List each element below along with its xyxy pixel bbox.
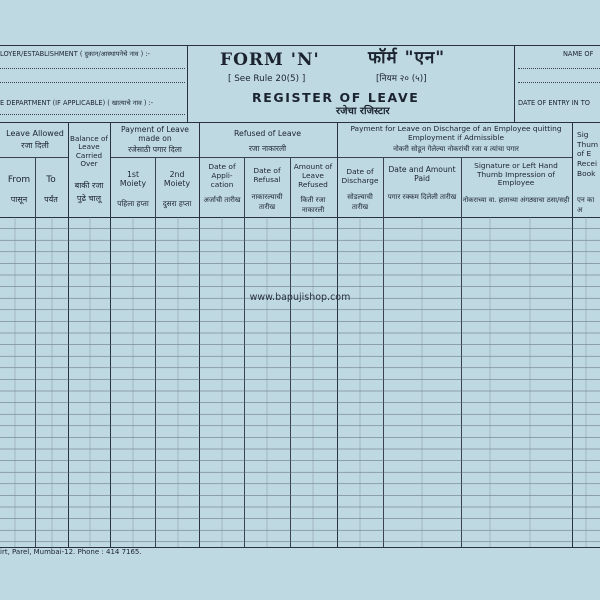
amount-refused-header-mr: किती रजा नाकारली — [300, 196, 326, 214]
header-left-divider — [187, 45, 188, 122]
second-moiety-header-mr: दुसरा हप्ता — [162, 199, 192, 208]
leave-allowed-sub-border — [0, 157, 68, 158]
date-application-header: Date of Appli- cation — [208, 162, 236, 189]
sig-partial-header: Sig Thum of E Recei Book — [577, 130, 599, 178]
date-discharge-header-mr: सोडल्याची तारीख — [347, 193, 373, 211]
balance-header-mr: बाकी रजा पुढे चालू — [74, 181, 104, 203]
employer-line-1 — [0, 68, 185, 69]
date-discharge-header: Date of Discharge — [341, 167, 379, 185]
payment-discharge-header: Payment for Leave on Discharge of an Employee quitting Employment if Admissible — [350, 124, 562, 142]
payment-made-header: Payment of Leave made on — [121, 125, 189, 143]
signature-header: Signature or Left Hand Thumb Impression of Employee — [474, 161, 558, 188]
form-title: FORM 'N' — [220, 50, 320, 70]
to-header-mr: पर्यंत — [44, 195, 58, 204]
date-of-entry-label: DATE OF ENTRY IN TO — [518, 99, 590, 107]
refused-header-mr: रजा नाकारली — [248, 144, 287, 153]
date-amount-paid-header-mr: पगार रक्कम दिलेली तारीख — [387, 193, 457, 201]
top-border — [0, 45, 600, 46]
name-line-2 — [518, 82, 600, 83]
register-title-marathi: रजेचा रजिस्टार — [336, 106, 390, 117]
name-line-1 — [518, 68, 600, 69]
name-label: NAME OF — [563, 50, 594, 58]
refused-header: Refused of Leave — [233, 129, 302, 138]
first-moiety-header-mr: पहिला हप्ता — [117, 199, 149, 208]
payment-discharge-header-mr: नोकरी सोडून गेलेल्या नोकरांची रजा व त्यांचा पगार — [393, 145, 519, 153]
leave-allowed-header: Leave Allowed — [6, 129, 64, 138]
amount-refused-header: Amount of Leave Refused — [293, 162, 333, 189]
second-moiety-header: 2nd Moiety — [163, 170, 191, 189]
to-header: To — [46, 175, 56, 185]
rule-reference-marathi: [नियम २० (५)] — [376, 74, 427, 84]
date-amount-paid-header: Date and Amount Paid — [388, 165, 456, 184]
watermark-url: www.bapujishop.com — [249, 292, 351, 303]
register-title: REGISTER OF LEAVE — [252, 90, 420, 105]
from-header-mr: पासून — [10, 195, 28, 204]
table-top-border — [0, 122, 600, 123]
discharge-sub-border — [337, 157, 572, 158]
footer-printer: irt, Parel, Mumbai-12. Phone : 414 7165. — [0, 548, 142, 556]
employer-line-2 — [0, 82, 185, 83]
department-label: E DEPARTMENT (IF APPLICABLE) ( खात्याचे नाव ) :- — [0, 99, 154, 107]
register-grid — [0, 217, 600, 547]
leave-allowed-header-mr: रजा दिली — [21, 141, 49, 150]
header-right-divider — [514, 45, 515, 122]
date-application-header-mr: अर्जाची तारीख — [203, 196, 241, 204]
department-line — [0, 114, 185, 115]
first-moiety-header: 1st Moiety — [119, 170, 147, 189]
date-refusal-header-mr: नाकारल्याची तारीख — [251, 193, 283, 211]
sig-partial-header-mr: एन का अ — [577, 196, 595, 214]
signature-header-mr: नोकराच्या वा. हाताच्या अंगठ्याचा ठसा/सही — [462, 196, 570, 204]
balance-header: Balance of Leave Carried Over — [70, 134, 108, 168]
payment-made-header-mr: रजेसाठी पगार दिला — [128, 145, 182, 154]
rule-reference: [ See Rule 20(5) ] — [228, 74, 306, 84]
form-title-marathi: फॉर्म "एन" — [368, 48, 446, 68]
from-header: From — [7, 175, 31, 185]
refused-sub-border — [199, 157, 337, 158]
employer-label: LOYER/ESTABLISHMENT ( दुकान/आस्थापनेचे नाव ) :- — [0, 50, 150, 58]
date-refusal-header: Date of Refusal — [253, 166, 281, 184]
